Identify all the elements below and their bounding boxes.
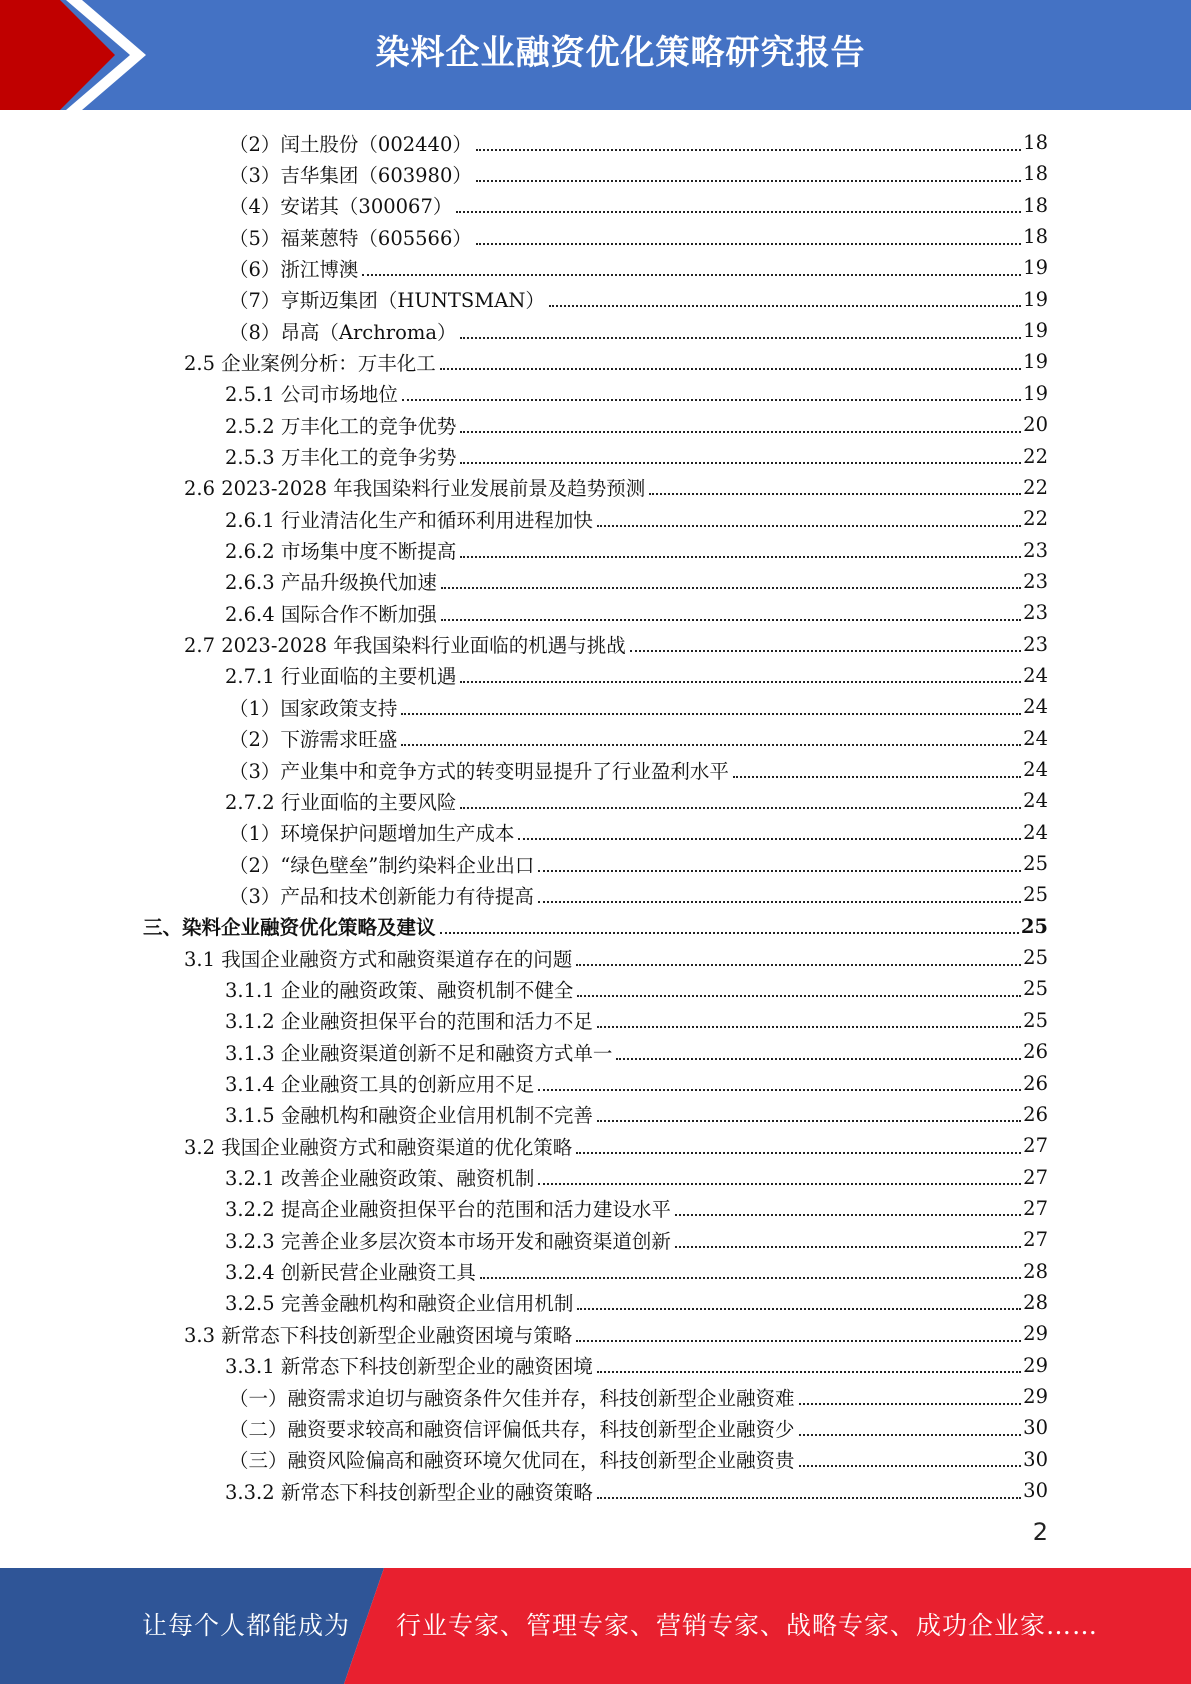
toc-leader-dots <box>440 932 1019 934</box>
toc-leader-dots <box>576 1152 1021 1154</box>
toc-leader-dots <box>597 1497 1021 1499</box>
toc-entry-page: 23 <box>1023 538 1048 562</box>
toc-entry-page: 24 <box>1023 789 1048 813</box>
toc-entry[interactable] <box>225 1005 1048 1036</box>
toc-entry-title: 2.6.1 行业清洁化生产和循环利用进程加快 <box>225 508 593 532</box>
toc-entry-title: （一）融资需求迫切与融资条件欠佳并存，科技创新型企业融资难 <box>229 1386 795 1410</box>
toc-leader-dots <box>733 776 1021 778</box>
toc-entry-title: 2.7.1 行业面临的主要机遇 <box>225 665 457 689</box>
toc-entry-title: （5）福莱蒽特（605566） <box>229 226 472 250</box>
toc-leader-dots <box>577 995 1021 997</box>
toc-entry[interactable] <box>184 1130 1048 1161</box>
toc-entry-page: 20 <box>1023 413 1048 437</box>
toc-entry-page: 27 <box>1023 1134 1048 1158</box>
toc-entry-title: （三）融资风险偏高和融资环境欠优同在，科技创新型企业融资贵 <box>229 1449 795 1473</box>
toc-entry-title: 三、染料企业融资优化策略及建议 <box>143 916 436 940</box>
toc-entry-title: 3.1.4 企业融资工具的创新应用不足 <box>225 1073 535 1096</box>
toc-entry-page: 30 <box>1023 1416 1048 1440</box>
page-number: 2 <box>1032 1518 1048 1546</box>
toc-entry-title: 2.5.1 公司市场地位 <box>225 383 398 407</box>
toc-leader-dots <box>476 149 1021 151</box>
toc-leader-dots <box>577 1308 1021 1310</box>
toc-entry-title: （2）闰土股份（002440） <box>229 132 472 156</box>
toc-entry-page: 30 <box>1023 1447 1048 1471</box>
toc-leader-dots <box>576 964 1021 966</box>
toc-entry-page: 19 <box>1023 350 1048 374</box>
toc-entry-title: 2.5 企业案例分析：万丰化工 <box>184 351 436 375</box>
toc-leader-dots <box>401 744 1021 746</box>
toc-entry[interactable] <box>225 566 1048 597</box>
toc-leader-dots <box>549 305 1021 307</box>
toc-entry[interactable] <box>225 1256 1048 1287</box>
toc-entry[interactable] <box>229 1444 1048 1475</box>
toc-entry-title: 2.5.3 万丰化工的竞争劣势 <box>225 446 457 469</box>
toc-entry[interactable] <box>225 535 1048 566</box>
toc-entry-page: 22 <box>1023 507 1048 531</box>
toc-entry[interactable] <box>184 472 1048 503</box>
toc-entry-title: 3.2.1 改善企业融资政策、融资机制 <box>225 1167 535 1191</box>
toc-entry-page: 18 <box>1023 193 1048 217</box>
toc-entry-title: （3）产业集中和竞争方式的转变明显提升了行业盈利水平 <box>229 759 729 783</box>
toc-leader-dots <box>518 838 1021 840</box>
toc-entry-page: 19 <box>1023 287 1048 311</box>
toc-leader-dots <box>799 1434 1022 1436</box>
toc-entry[interactable] <box>229 315 1048 346</box>
toc-entry-page: 24 <box>1023 726 1048 750</box>
toc-leader-dots <box>460 462 1021 464</box>
toc-leader-dots <box>476 180 1021 182</box>
toc-entry[interactable] <box>225 378 1048 409</box>
toc-entry-page: 29 <box>1023 1353 1048 1377</box>
toc-entry[interactable] <box>229 817 1048 848</box>
toc-leader-dots <box>460 431 1021 433</box>
toc-entry-title: 3.3 新常态下科技创新型企业融资困境与策略 <box>184 1323 573 1347</box>
toc-entry-title: 2.6.2 市场集中度不断提高 <box>225 540 457 564</box>
toc-entry-title: 2.7 2023-2028 年我国染料行业面临的机遇与挑战 <box>184 634 626 658</box>
toc-entry[interactable] <box>229 723 1048 754</box>
footer-slogan-left: 让每个人都能成为 <box>142 1611 351 1640</box>
toc-entry[interactable] <box>229 754 1048 785</box>
toc-leader-dots <box>480 1277 1021 1279</box>
toc-entry[interactable] <box>225 1099 1048 1130</box>
toc-entry[interactable] <box>225 660 1048 691</box>
toc-leader-dots <box>675 1246 1021 1248</box>
toc-entry[interactable] <box>184 346 1048 377</box>
toc-entry-page: 25 <box>1023 946 1048 970</box>
toc-entry-title: 2.5.2 万丰化工的竞争优势 <box>225 414 457 438</box>
toc-entry-page: 26 <box>1023 1071 1048 1095</box>
toc-entry[interactable] <box>225 409 1048 440</box>
toc-entry-page: 19 <box>1023 256 1048 280</box>
toc-entry-page: 24 <box>1023 758 1048 781</box>
toc-leader-dots <box>597 1371 1021 1373</box>
toc-leader-dots <box>538 870 1021 872</box>
footer-slogan-right: 行业专家、管理专家、营销专家、战略专家、成功企业家…… <box>396 1611 1099 1640</box>
toc-entry-title: 3.3.2 新常态下科技创新型企业的融资策略 <box>225 1480 593 1504</box>
toc-entry[interactable] <box>229 879 1048 910</box>
toc-leader-dots <box>630 650 1021 652</box>
report-title: 染料企业融资优化策略研究报告 <box>375 33 866 73</box>
toc-entry-title: （1）国家政策支持 <box>229 696 398 720</box>
toc-leader-dots <box>460 681 1021 683</box>
toc-leader-dots <box>476 243 1021 245</box>
toc-leader-dots <box>799 1465 1022 1467</box>
toc-entry-page: 30 <box>1023 1479 1048 1503</box>
toc-entry-page: 25 <box>1023 977 1048 1001</box>
toc-entry-page: 24 <box>1023 695 1048 719</box>
toc-entry-title: （4）安诺其（300067） <box>229 195 453 219</box>
toc-entry[interactable] <box>143 911 1048 942</box>
toc-entry-title: 2.6.3 产品升级换代加速 <box>225 571 437 595</box>
toc-leader-dots <box>538 901 1021 903</box>
toc-entry[interactable] <box>225 1287 1048 1318</box>
toc-entry-page: 19 <box>1023 381 1048 405</box>
toc-entry-title: （2）下游需求旺盛 <box>229 728 398 752</box>
toc-entry[interactable] <box>225 1350 1048 1381</box>
toc-entry-page: 23 <box>1023 632 1048 656</box>
toc-entry-page: 18 <box>1023 131 1048 154</box>
toc-entry[interactable] <box>229 284 1048 315</box>
toc-leader-dots <box>649 493 1021 495</box>
toc-entry[interactable] <box>225 1036 1048 1067</box>
toc-entry-page: 25 <box>1020 914 1048 938</box>
toc-entry-title: （2）“绿色壁垒”制约染料企业出口 <box>229 853 535 877</box>
toc-entry[interactable] <box>229 1381 1048 1412</box>
toc-entry-page: 23 <box>1023 601 1048 625</box>
toc-leader-dots <box>456 211 1021 213</box>
toc-entry-page: 26 <box>1023 1040 1048 1064</box>
toc-entry[interactable] <box>225 1162 1048 1193</box>
toc-leader-dots <box>460 337 1021 339</box>
toc-entry[interactable] <box>225 503 1048 534</box>
toc-entry-title: 3.2.2 提高企业融资担保平台的范围和活力建设水平 <box>225 1198 671 1222</box>
toc-entry-title: （3）吉华集团（603980） <box>229 163 472 187</box>
toc-entry-page: 25 <box>1023 883 1048 907</box>
toc-entry-page: 23 <box>1023 569 1048 593</box>
toc-leader-dots <box>538 1183 1021 1185</box>
toc-leader-dots <box>675 1214 1021 1216</box>
toc-leader-dots <box>460 807 1021 809</box>
toc-leader-dots <box>362 274 1021 276</box>
toc-entry[interactable] <box>184 629 1048 660</box>
toc-entry-page: 29 <box>1023 1385 1048 1408</box>
toc-entry-page: 27 <box>1023 1165 1048 1189</box>
toc-entry[interactable] <box>229 1412 1048 1443</box>
toc-entry[interactable] <box>229 127 1048 158</box>
toc-entry-page: 18 <box>1023 162 1048 186</box>
toc-leader-dots <box>616 1058 1021 1060</box>
toc-entry[interactable] <box>225 1068 1048 1099</box>
toc-entry-page: 27 <box>1023 1196 1048 1220</box>
toc-entry-page: 26 <box>1023 1102 1048 1126</box>
toc-entry-page: 19 <box>1023 319 1048 343</box>
page-header <box>0 0 1191 110</box>
toc-entry[interactable] <box>229 691 1048 722</box>
toc-entry-page: 24 <box>1023 820 1048 844</box>
toc-entry[interactable] <box>229 221 1048 252</box>
toc-entry-title: （6）浙江博澳 <box>229 257 359 281</box>
toc-entry-page: 28 <box>1023 1290 1048 1314</box>
toc-entry-page: 25 <box>1023 852 1048 876</box>
toc-leader-dots <box>597 1026 1021 1028</box>
toc-entry-page: 29 <box>1023 1322 1048 1346</box>
toc-entry-title: （二）融资要求较高和融资信评偏低共存，科技创新型企业融资少 <box>229 1417 795 1441</box>
toc-entry[interactable] <box>225 1224 1048 1255</box>
toc-entry-title: 2.6.4 国际合作不断加强 <box>225 602 437 626</box>
toc-entry-title: 3.1.5 金融机构和融资企业信用机制不完善 <box>225 1104 593 1128</box>
toc-entry-title: 3.3.1 新常态下科技创新型企业的融资困境 <box>225 1355 593 1379</box>
toc-entry-page: 24 <box>1023 663 1048 687</box>
toc-entry-title: 3.1.2 企业融资担保平台的范围和活力不足 <box>225 1010 593 1034</box>
toc-entry-title: 2.6 2023-2028 年我国染料行业发展前景及趋势预测 <box>184 477 646 501</box>
toc-entry-page: 25 <box>1023 1008 1048 1032</box>
toc-entry-title: 3.2.4 创新民营企业融资工具 <box>225 1261 476 1285</box>
toc-entry[interactable] <box>184 942 1048 973</box>
toc-entry[interactable] <box>225 597 1048 628</box>
toc-entry[interactable] <box>225 1475 1048 1506</box>
toc-leader-dots <box>402 399 1021 401</box>
toc-entry-title: （7）亨斯迈集团（HUNTSMAN） <box>229 289 545 313</box>
toc-entry[interactable] <box>225 785 1048 816</box>
toc-entry-title: 2.7.2 行业面临的主要风险 <box>225 790 457 814</box>
toc-entry[interactable] <box>229 158 1048 189</box>
toc-leader-dots <box>441 587 1021 589</box>
toc-leader-dots <box>440 368 1021 370</box>
toc-entry-title: 3.2 我国企业融资方式和融资渠道的优化策略 <box>184 1135 573 1159</box>
toc-leader-dots <box>597 1120 1021 1122</box>
arrow-chevron-icon <box>0 0 160 110</box>
toc-leader-dots <box>576 1340 1021 1342</box>
toc-entry-title: 3.2.5 完善金融机构和融资企业信用机制 <box>225 1292 574 1316</box>
page-footer <box>0 1568 1191 1684</box>
toc-entry[interactable] <box>225 441 1048 472</box>
toc-entry-page: 22 <box>1023 444 1048 468</box>
toc-entry[interactable] <box>225 1193 1048 1224</box>
toc-leader-dots <box>401 713 1021 715</box>
toc-entry[interactable] <box>229 848 1048 879</box>
toc-leader-dots <box>460 556 1021 558</box>
toc-leader-dots <box>441 619 1021 621</box>
toc-entry[interactable] <box>225 973 1048 1004</box>
toc-leader-dots <box>538 1089 1021 1091</box>
toc-entry-title: （1）环境保护问题增加生产成本 <box>229 822 515 846</box>
toc-entry-page: 28 <box>1023 1259 1048 1283</box>
toc-entry-title: 3.2.3 完善企业多层次资本市场开发和融资渠道创新 <box>225 1229 671 1253</box>
toc-entry-title: （3）产品和技术创新能力有待提高 <box>229 884 534 908</box>
toc-entry-title: 3.1.3 企业融资渠道创新不足和融资方式单一 <box>225 1041 613 1065</box>
toc-entry[interactable] <box>229 190 1048 221</box>
toc-leader-dots <box>799 1403 1022 1405</box>
toc-entry-page: 22 <box>1023 475 1048 499</box>
toc-entry-title: 3.1.1 企业的融资政策、融资机制不健全 <box>225 978 574 1002</box>
toc-entry-page: 18 <box>1023 225 1048 249</box>
toc-entry-title: 3.1 我国企业融资方式和融资渠道存在的问题 <box>184 947 573 971</box>
toc-entry[interactable] <box>184 1318 1048 1349</box>
toc-entry[interactable] <box>229 252 1048 283</box>
toc-leader-dots <box>597 525 1021 527</box>
toc-entry-page: 27 <box>1023 1228 1048 1252</box>
toc-entry-title: （8）昂高（Archroma） <box>229 320 457 344</box>
